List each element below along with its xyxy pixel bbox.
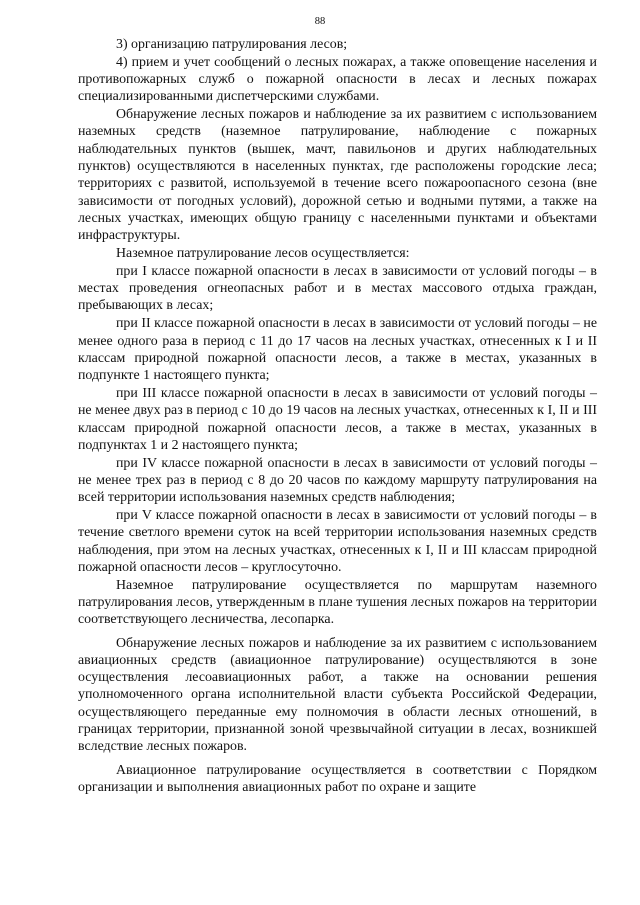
list-item-patrol-organization: 3) организацию патрулирования лесов; — [116, 37, 348, 52]
page-number: 88 — [314, 16, 326, 27]
paragraph-ground-patrol-intro: Наземное патрулирование лесов осуществляется: — [116, 246, 410, 262]
paragraph-patrol-routes: Наземное патрулирование осуществляется по маршрутам наземного патрулирования лесов, утвержденным в плане тушения лесных пожаров на территории соответствующего лесничества, лесопарка. — [78, 577, 597, 628]
paragraph-aviation-detection: Обнаружение лесных пожаров и наблюдение за их развитием с использованием авиационных средств (авиационное патрулирование) осуществляются в зоне осуществления лесоавиационных работ, а также на основании решения уполномоченного органа исполнительной власти субъекта Российской Федерации, осуществляющего переданные ему полномочия в области лесных отношений, в границах территории, признанной зоной чрезвычайной ситуации в лесах, возникшей вследствие лесных пожаров. — [78, 635, 597, 755]
paragraph-ground-detection: Обнаружение лесных пожаров и наблюдение за их развитием с использованием наземных средств (наземное патрулирование, наблюдение с пожарных наблюдательных пунктов (вышек, мачт, павильонов и других наблюдательных пунктов) осуществляются в населенных пунктах, где расположены городские леса; территориях с развитой, используемой в течение всего пожароопасного сезона (вне зависимости от погодных условий), дорожной сетью и водными путями, а также на лесных участках, имеющих общую границу с населенными пунктами и объектами инфраструктуры. — [78, 107, 597, 244]
paragraph-class-2: при II классе пожарной опасности в лесах в зависимости от условий погоды – не менее одного раза в период с 11 до 17 часов на лесных участках, отнесенных к I и II классам природной пожарной опасности лесов, а также в местах, указанных в подпункте 1 настоящего пункта; — [78, 316, 597, 384]
paragraph-aviation-patrol: Авиационное патрулирование осуществляется в соответствии с Порядком организации и выполнения авиационных работ по охране и защите — [78, 762, 597, 795]
paragraph-class-4: при IV классе пожарной опасности в лесах в зависимости от условий погоды – не менее трех раз в период с 8 до 20 часов по каждому маршруту патрулирования на всей территории использования наземных средств наблюдения; — [78, 455, 597, 506]
paragraph-class-5: при V классе пожарной опасности в лесах в зависимости от условий погоды – в течение светлого времени суток на всей территории использования наземных средств наблюдения, при этом на лесных участках, отнесенных к I, II и III классам природной пожарной опасности лесов – круглосуточно. — [78, 508, 597, 575]
paragraph-class-3: при III классе пожарной опасности в лесах в зависимости от условий погоды – не менее двух раз в период с 10 до 19 часов на лесных участках, отнесенных к I, II и III классам природной пожарной опасности лесов, а также в местах, указанных в подпунктах 1 и 2 настоящего пункта; — [78, 385, 597, 453]
paragraph-class-1: при I классе пожарной опасности в лесах в зависимости от условий погоды – в местах проведения огнеопасных работ и в местах массового отдыха граждан, пребывающих в лесах; — [78, 263, 597, 314]
list-item-fire-reports: 4) прием и учет сообщений о лесных пожарах, а также оповещение населения и противопожарных служб о пожарной опасности в лесах и лесных пожарах специализированными диспетчерскими службами. — [78, 54, 597, 105]
document-body — [78, 36, 597, 797]
